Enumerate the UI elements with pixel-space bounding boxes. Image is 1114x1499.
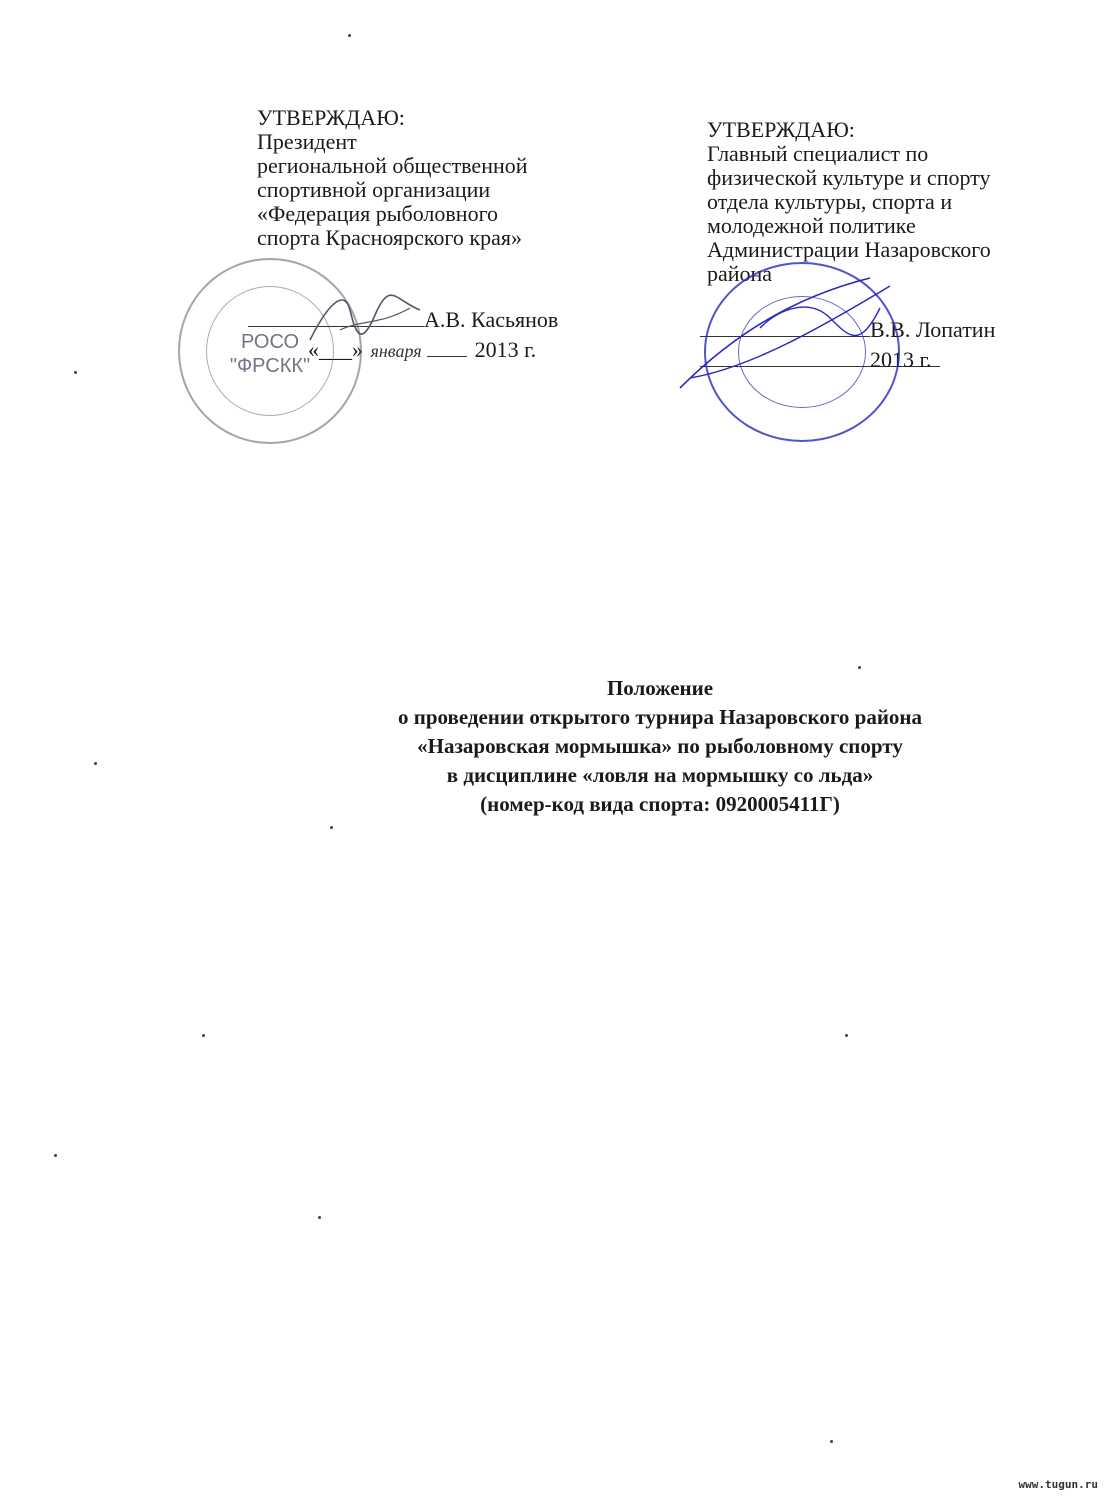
approval-line: Президент [257,129,357,154]
scan-speck [94,762,97,765]
scan-speck [830,1440,833,1443]
approval-heading: УТВЕРЖДАЮ: [707,117,855,142]
approval-block-left [257,106,528,250]
signature-right [670,268,920,398]
date-year: 2013 г. [870,347,932,372]
date-year: 2013 г. [474,337,537,362]
watermark: www.tugun.ru [1018,1478,1098,1491]
approval-line: отдела культуры, спорта и [707,189,953,214]
scan-speck [54,1154,57,1157]
document-subtitle-line: о проведении открытого турнира Назаровского района [397,705,923,729]
signature-left [300,280,430,360]
approval-line: спортивной организации [257,177,491,202]
approval-line: спорта Красноярского края» [257,225,522,250]
scan-speck [318,1216,321,1219]
date-month: января [370,341,422,361]
signer-name: А.В. Касьянов [424,307,559,332]
approval-line: «Федерация рыболовного [257,201,499,226]
scan-speck [202,1034,205,1037]
approval-line: Главный специалист по [707,141,929,166]
scan-speck [74,371,77,374]
approval-block-right [707,118,991,286]
scan-speck [845,1034,848,1037]
approval-line: региональной общественной [257,153,528,178]
scan-speck [330,826,333,829]
stamp-text: РОСО "ФРСКК" [229,331,311,377]
approval-line: Администрации Назаровского [707,237,991,262]
date-line [427,336,467,357]
approval-heading: УТВЕРЖДАЮ: [257,105,405,130]
approval-line: физической культуре и спорту [707,165,991,190]
document-subtitle-line: в дисциплине «ловля на мормышку со льда» [446,763,874,787]
document-subtitle-line: «Назаровская мормышка» по рыболовному спорту [417,734,903,758]
scan-speck [348,34,351,37]
document-title: Положение [606,676,714,700]
signer-name: В.В. Лопатин [870,317,996,342]
approval-line: района [707,261,773,286]
approval-line: молодежной политике [707,213,916,238]
date-day: «___» [308,337,363,362]
scan-speck [858,666,861,669]
document-subtitle-line: (номер-код вида спорта: 0920005411Г) [480,792,840,816]
